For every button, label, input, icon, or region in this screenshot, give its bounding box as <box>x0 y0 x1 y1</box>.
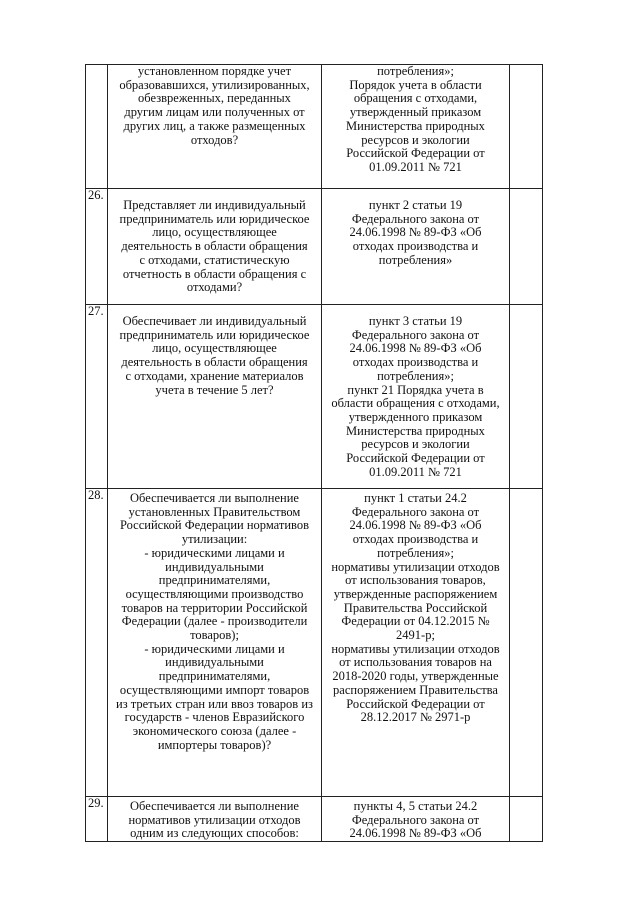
legal-reference-cell: пункты 4, 5 статьи 24.2 Федерального закона от 24.06.1998 № 89-ФЗ «Об <box>322 797 510 842</box>
note-cell <box>510 305 543 489</box>
note-cell <box>510 797 543 842</box>
question-cell: Представляет ли индивидуальный предприниматель или юридическое лицо, осуществляющее деятельность в области обращения с отходами, статистическую отчетность в области обращения с отходами? <box>108 189 322 305</box>
legal-reference-cell: пункт 2 статьи 19 Федерального закона от 24.06.1998 № 89-ФЗ «Об отходах производства и потребления» <box>322 189 510 305</box>
question-cell: Обеспечивается ли выполнение нормативов утилизации отходов одним из следующих способов: <box>108 797 322 842</box>
legal-reference-cell: пункт 3 статьи 19 Федерального закона от 24.06.1998 № 89-ФЗ «Об отходах производства и потребления»; пункт 21 Порядка учета в области обращения с отходами, утвержденного приказом Министерства природных ресурсов и экологии Российской Федерации от 01.09.2011 № 721 <box>322 305 510 489</box>
row-number-cell: 27. <box>86 305 108 489</box>
legal-reference-cell: потребления»; Порядок учета в области обращения с отходами, утвержденный приказом Министерства природных ресурсов и экологии Российской Федерации от 01.09.2011 № 721 <box>322 65 510 189</box>
table-row <box>86 189 543 305</box>
question-cell: Обеспечивает ли индивидуальный предприниматель или юридическое лицо, осуществляющее деятельность в области обращения с отходами, хранение материалов учета в течение 5 лет? <box>108 305 322 489</box>
row-number-cell <box>86 65 108 189</box>
checklist-table <box>85 64 543 842</box>
row-number-cell: 28. <box>86 489 108 797</box>
table-row <box>86 305 543 489</box>
table-row <box>86 489 543 797</box>
note-cell <box>510 489 543 797</box>
table-row <box>86 797 543 842</box>
question-cell: установленном порядке учет образовавшихся, утилизированных, обезвреженных, переданных другим лицам или полученных от других лиц, а также размещенных отходов? <box>108 65 322 189</box>
row-number-cell: 29. <box>86 797 108 842</box>
table-row <box>86 65 543 189</box>
legal-reference-cell: пункт 1 статьи 24.2 Федерального закона от 24.06.1998 № 89-ФЗ «Об отходах производства и потребления»; нормативы утилизации отходов от использования товаров, утвержденные распоряжением Правительства Российской Федерации от 04.12.2015 № 2491-р; нормативы утилизации отходов от использования товаров на 2018-2020 годы, утвержденные распоряжением Правительства Российской Федерации от 28.12.2017 № 2971-р <box>322 489 510 797</box>
note-cell <box>510 65 543 189</box>
note-cell <box>510 189 543 305</box>
row-number-cell: 26. <box>86 189 108 305</box>
question-cell: Обеспечивается ли выполнение установленных Правительством Российской Федерации нормативов утилизации: - юридическими лицами и индивидуальными предпринимателями, осуществляющими производство товаров на территории Российской Федерации (далее - производители товаров); - юридическими лицами и индивидуальными предпринимателями, осуществляющими импорт товаров из третьих стран или ввоз товаров из государств - членов Евразийского экономического союза (далее - импортеры товаров)? <box>108 489 322 797</box>
